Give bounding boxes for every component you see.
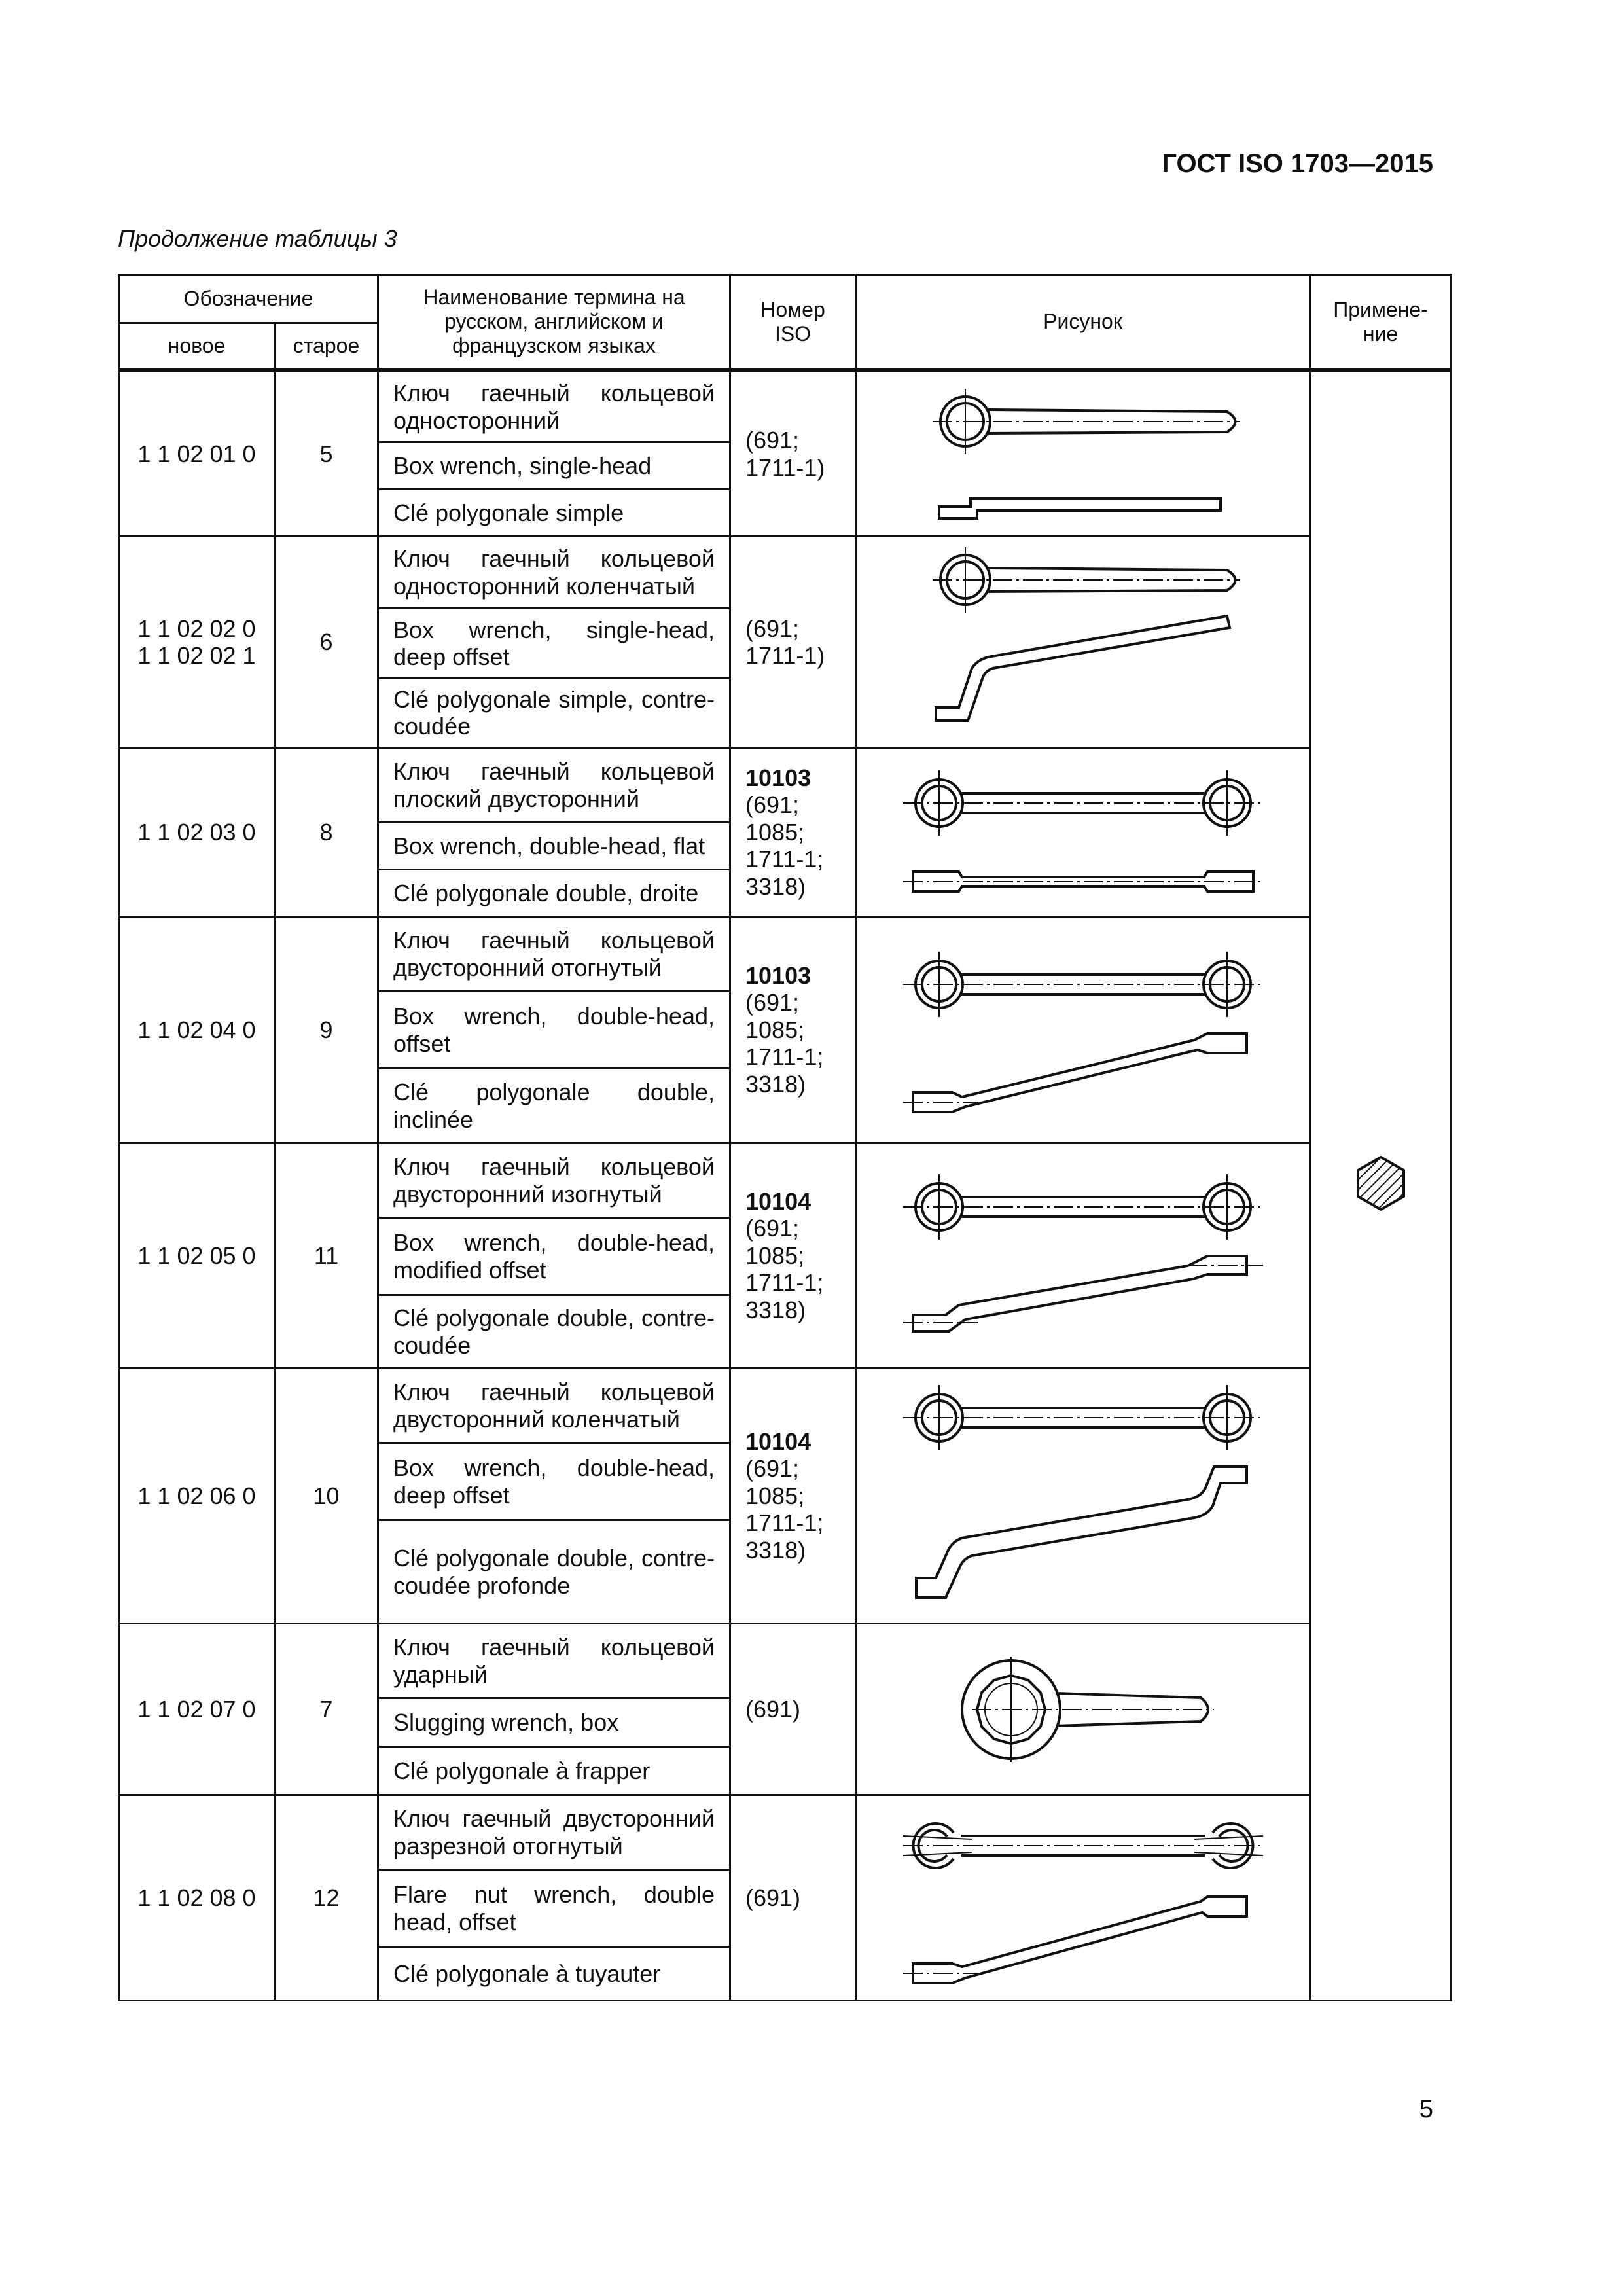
row-6-old: 10	[275, 1369, 378, 1624]
row-8-old: 12	[275, 1795, 378, 2001]
row-1-iso	[730, 370, 856, 537]
box-wrench-double-head-deep-offset-figure	[856, 1369, 1310, 1624]
header-new: новое	[119, 323, 275, 370]
row-3-term-fr: Clé polygonale double, droite	[378, 870, 730, 917]
box-wrench-single-head-deep-offset-figure	[856, 537, 1310, 748]
page-number: 5	[1419, 2096, 1433, 2123]
row-6-term-ru: Ключ гаечный кольцевой двусторонний коленчатый	[378, 1369, 730, 1443]
row-2-iso-refs: (691; 1711-1)	[745, 615, 825, 669]
row-3-iso	[730, 748, 856, 917]
row-6-iso-refs: (691; 1085; 1711-1; 3318)	[745, 1455, 824, 1564]
row-2-term-fr: Clé polygonale simple, contre-coudée	[378, 678, 730, 747]
table-caption: Продолжение таблицы 3	[118, 225, 397, 252]
row-1-term-fr: Clé polygonale simple	[378, 490, 730, 537]
row-4-new: 1 1 02 04 0	[119, 917, 275, 1143]
row-2-term-en: Box wrench, single-head, deep offset	[378, 609, 730, 678]
row-2-term-ru: Ключ гаечный кольцевой односторонний коленчатый	[378, 537, 730, 609]
header-iso-number: Номер ISO	[730, 275, 856, 370]
row-6-iso	[730, 1369, 856, 1624]
row-6-iso-bold: 10104	[745, 1428, 812, 1456]
box-wrench-double-head-offset-figure	[856, 917, 1310, 1143]
terms-table	[118, 274, 1452, 2001]
row-4-iso-bold: 10103	[745, 962, 812, 990]
header-application: Примене-ние	[1310, 275, 1452, 370]
row-5-iso-refs: (691; 1085; 1711-1; 3318)	[745, 1215, 824, 1323]
row-1-iso-refs: (691; 1711-1)	[745, 427, 825, 481]
row-8-iso-refs: (691)	[745, 1884, 801, 1911]
row-5-iso	[730, 1143, 856, 1369]
row-7-old: 7	[275, 1624, 378, 1795]
row-3-new: 1 1 02 03 0	[119, 748, 275, 917]
row-4-term-ru: Ключ гаечный кольцевой двусторонний отогнутый	[378, 917, 730, 992]
row-3-old: 8	[275, 748, 378, 917]
row-3-iso-refs: (691; 1085; 1711-1; 3318)	[745, 791, 824, 900]
row-3-iso-bold: 10103	[745, 764, 812, 792]
header-term: Наименование термина на русском, английском и французском языках	[378, 275, 730, 370]
slugging-wrench-figure	[856, 1624, 1310, 1795]
row-4-term-en: Box wrench, double-head, offset	[378, 992, 730, 1069]
row-6-term-en: Box wrench, double-head, deep offset	[378, 1443, 730, 1520]
row-7-term-ru: Ключ гаечный кольцевой ударный	[378, 1624, 730, 1698]
row-1-term-ru: Ключ гаечный кольцевой односторонний	[378, 370, 730, 442]
row-4-old: 9	[275, 917, 378, 1143]
row-3-term-ru: Ключ гаечный кольцевой плоский двусторонний	[378, 748, 730, 823]
header-old: старое	[275, 323, 378, 370]
row-5-new: 1 1 02 05 0	[119, 1143, 275, 1369]
row-1-term-en: Box wrench, single-head	[378, 442, 730, 490]
row-7-iso	[730, 1624, 856, 1795]
row-6-new: 1 1 02 06 0	[119, 1369, 275, 1624]
row-4-term-fr: Clé polygonale double, inclinée	[378, 1069, 730, 1143]
row-5-term-en: Box wrench, double-head, modified offset	[378, 1218, 730, 1295]
row-8-iso	[730, 1795, 856, 2001]
row-2-new: 1 1 02 02 0 1 1 02 02 1	[119, 537, 275, 748]
row-7-term-fr: Clé polygonale à frapper	[378, 1747, 730, 1795]
row-7-term-en: Slugging wrench, box	[378, 1698, 730, 1747]
row-5-term-fr: Clé polygonale double, contre-coudée	[378, 1295, 730, 1369]
row-1-new: 1 1 02 01 0	[119, 370, 275, 537]
row-4-iso	[730, 917, 856, 1143]
row-8-term-ru: Ключ гаечный двусторонний разрезной отогнутый	[378, 1795, 730, 1870]
row-5-old: 11	[275, 1143, 378, 1369]
row-3-term-en: Box wrench, double-head, flat	[378, 823, 730, 870]
row-5-term-ru: Ключ гаечный кольцевой двусторонний изогнутый	[378, 1143, 730, 1218]
row-7-new: 1 1 02 07 0	[119, 1624, 275, 1795]
row-8-new: 1 1 02 08 0	[119, 1795, 275, 2001]
application-cell	[1310, 370, 1452, 2001]
row-2-iso	[730, 537, 856, 748]
flare-nut-wrench-figure	[856, 1795, 1310, 2001]
header-figure: Рисунок	[856, 275, 1310, 370]
box-wrench-double-head-flat-figure	[856, 748, 1310, 917]
row-8-term-fr: Clé polygonale à tuyauter	[378, 1947, 730, 2001]
box-wrench-single-head-figure	[856, 370, 1310, 537]
row-1-old: 5	[275, 370, 378, 537]
box-wrench-double-head-modified-offset-figure	[856, 1143, 1310, 1369]
row-8-term-en: Flare nut wrench, double head, offset	[378, 1870, 730, 1947]
row-2-old: 6	[275, 537, 378, 748]
row-7-iso-refs: (691)	[745, 1695, 801, 1723]
row-5-iso-bold: 10104	[745, 1188, 812, 1215]
row-4-iso-refs: (691; 1085; 1711-1; 3318)	[745, 989, 824, 1098]
standard-designation: ГОСТ ISO 1703—2015	[1162, 149, 1433, 178]
row-6-term-fr: Clé polygonale double, contre-coudée profonde	[378, 1520, 730, 1624]
hexagon-nut-icon	[1355, 1154, 1407, 1213]
header-designation: Обозначение	[119, 275, 378, 323]
